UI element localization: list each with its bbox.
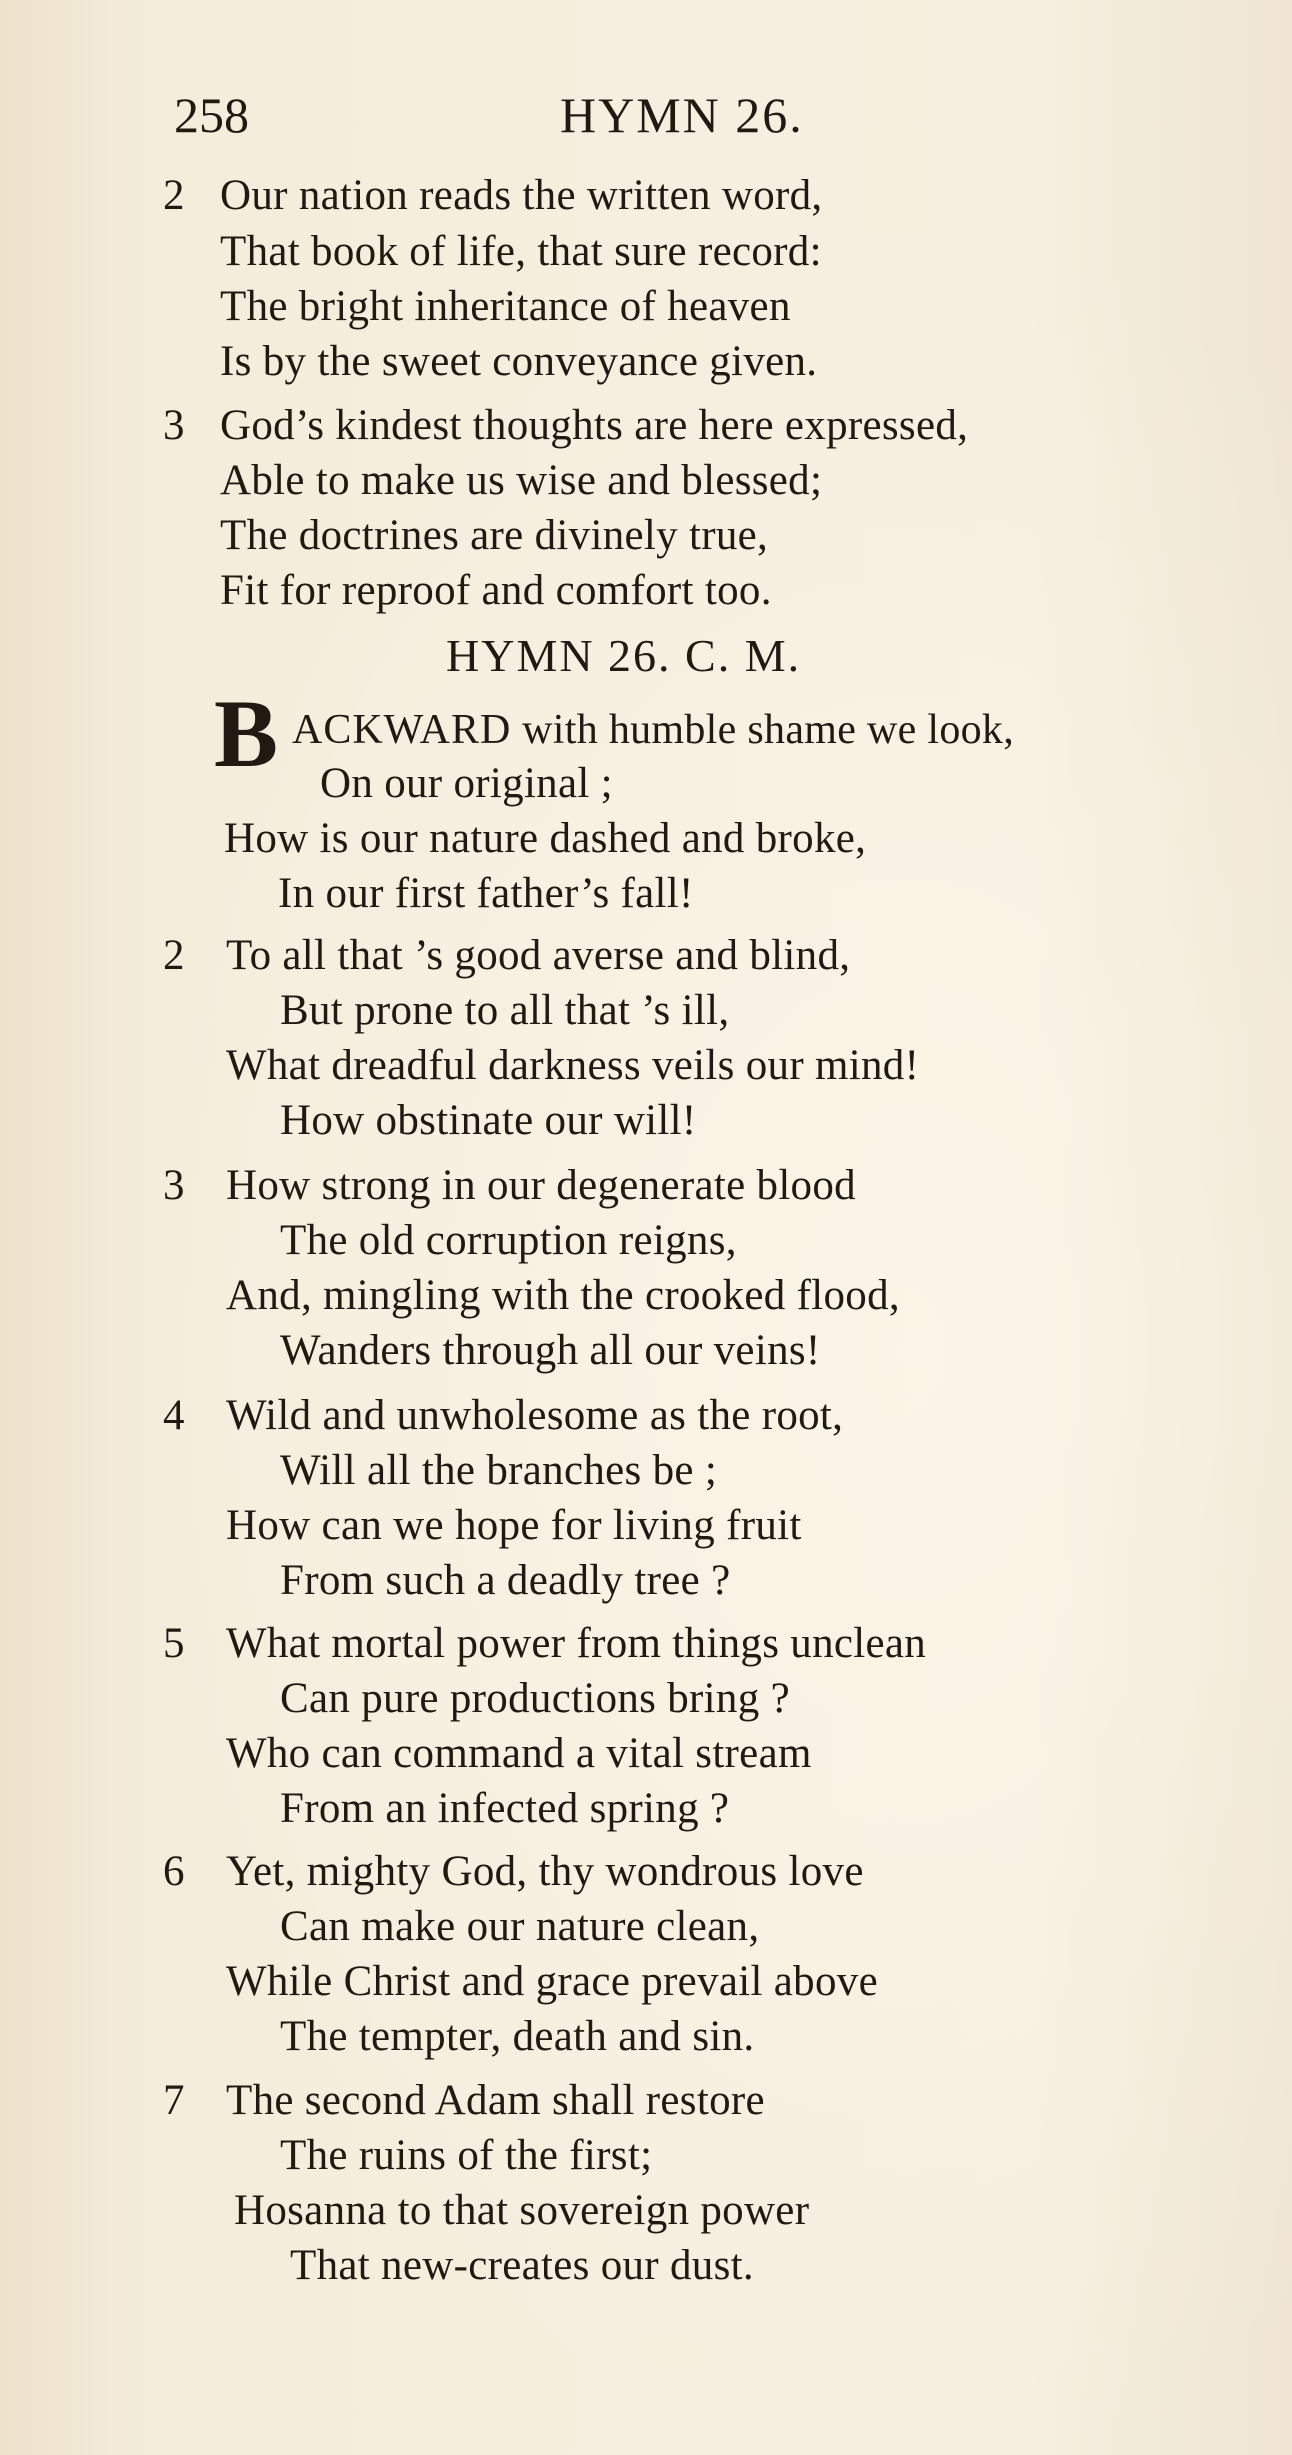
verse-line: On our original ; bbox=[320, 760, 613, 807]
stanza-number: 4 bbox=[163, 1392, 185, 1439]
verse-line: In our first father’s fall! bbox=[278, 870, 694, 917]
stanza-number: 2 bbox=[163, 172, 185, 219]
verse-line: Our nation reads the written word, bbox=[220, 172, 823, 219]
verse-line: The ruins of the first; bbox=[280, 2132, 653, 2179]
verse-line: The doctrines are divinely true, bbox=[220, 512, 769, 559]
verse-line: That new-creates our dust. bbox=[290, 2242, 754, 2289]
first-line-caps: ACKWARD bbox=[292, 707, 512, 753]
verse-line: Able to make us wise and blessed; bbox=[220, 457, 823, 504]
verse-line: The tempter, death and sin. bbox=[280, 2013, 755, 2060]
verse-line: From such a deadly tree ? bbox=[280, 1557, 731, 1604]
verse-line: From an infected spring ? bbox=[280, 1785, 730, 1832]
drop-cap: B bbox=[214, 680, 279, 787]
page-header bbox=[174, 85, 874, 145]
stanza-number: 7 bbox=[163, 2077, 185, 2124]
verse-line: Fit for reproof and comfort too. bbox=[220, 567, 772, 614]
verse-line: Can make our nature clean, bbox=[280, 1903, 760, 1950]
verse-line: God’s kindest thoughts are here expressed, bbox=[220, 402, 969, 449]
verse-line: How can we hope for living fruit bbox=[226, 1502, 802, 1549]
verse-line: How obstinate our will! bbox=[280, 1097, 697, 1144]
hymn-heading: HYMN 26. C. M. bbox=[446, 630, 802, 681]
verse-line: The second Adam shall restore bbox=[226, 2077, 765, 2124]
verse-line: And, mingling with the crooked flood, bbox=[226, 1272, 900, 1319]
stanza-number: 6 bbox=[163, 1848, 185, 1895]
verse-line: The bright inheritance of heaven bbox=[220, 283, 791, 330]
running-title: HYMN 26. bbox=[560, 87, 804, 143]
first-verse-line bbox=[292, 704, 1014, 756]
stanza-number: 3 bbox=[163, 1162, 185, 1209]
verse-line: Hosanna to that sovereign power bbox=[234, 2187, 810, 2234]
stanza-number: 2 bbox=[163, 932, 185, 979]
verse-line: Yet, mighty God, thy wondrous love bbox=[226, 1848, 864, 1895]
verse-line: Wanders through all our veins! bbox=[280, 1327, 821, 1374]
verse-line: The old corruption reigns, bbox=[280, 1217, 737, 1264]
verse-line: That book of life, that sure record: bbox=[220, 228, 822, 275]
verse-line: How strong in our degenerate blood bbox=[226, 1162, 856, 1209]
verse-line: Can pure productions bring ? bbox=[280, 1675, 790, 1722]
stanza-number: 5 bbox=[163, 1620, 185, 1667]
verse-line: How is our nature dashed and broke, bbox=[224, 815, 867, 862]
verse-line: Will all the branches be ; bbox=[280, 1447, 718, 1494]
verse-line: What dreadful darkness veils our mind! bbox=[226, 1042, 920, 1089]
verse-line: Who can command a vital stream bbox=[226, 1730, 812, 1777]
stanza-number: 3 bbox=[163, 402, 185, 449]
verse-line: Wild and unwholesome as the root, bbox=[226, 1392, 844, 1439]
first-line-rest: with humble shame we look, bbox=[511, 707, 1015, 753]
page-number: 258 bbox=[174, 87, 249, 143]
verse-line: What mortal power from things unclean bbox=[226, 1620, 927, 1667]
verse-line: But prone to all that ’s ill, bbox=[280, 987, 730, 1034]
verse-line: While Christ and grace prevail above bbox=[226, 1958, 878, 2005]
verse-line: To all that ’s good averse and blind, bbox=[226, 932, 851, 979]
verse-line: Is by the sweet conveyance given. bbox=[220, 338, 818, 385]
